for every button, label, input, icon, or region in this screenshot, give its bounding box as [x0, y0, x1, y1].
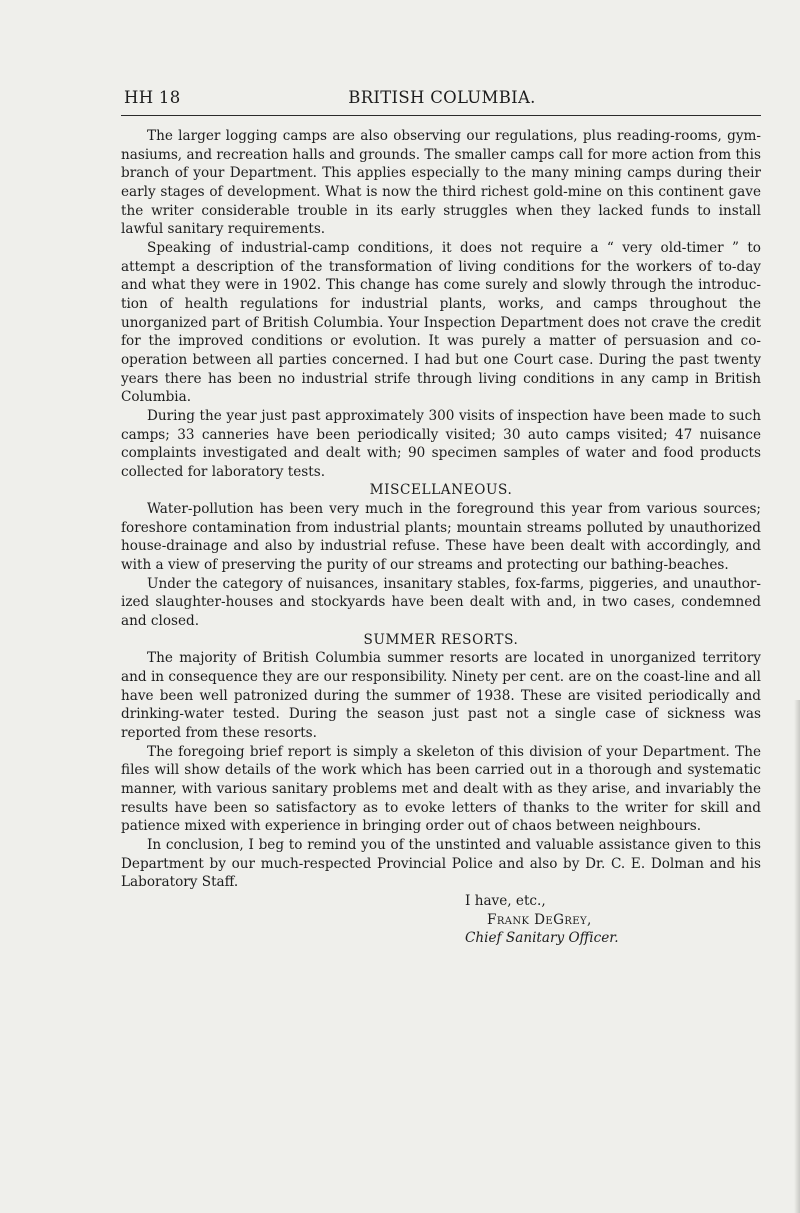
signatory-name: Frank DeGrey, [487, 911, 592, 928]
heading-miscellaneous: MISCELLANEOUS. [369, 482, 513, 499]
paragraph-logging-camps: The larger logging camps are also observing our regulations, plus reading-rooms, gymnasiums, and recreation halls and grounds. The smaller camps call for more action from this branch of your Department. This applies especially to the many mining camps during their early stages of development. What is now the third richest gold-mine on this continent gave the writer considerable trouble in its early struggles when they lacked funds to install lawful sanitary requirements. [121, 128, 761, 238]
paragraph-nuisances: Under the category of nuisances, insanitary stables, fox-farms, piggeries, and unauthorized slaughter-houses and stockyards have been dealt with and, in two cases, condemned and closed. [121, 575, 761, 630]
header-rule [121, 115, 761, 116]
closing-line: I have, etc., [465, 892, 546, 909]
page-header [124, 88, 760, 112]
signatory-title: Chief Sanitary Officer. [465, 930, 619, 947]
heading-summer-resorts: SUMMER RESORTS. [363, 631, 519, 648]
paragraph-inspection-statistics: During the year just past approximately 300 visits of inspection have been made to such camps; 33 canneries have been periodically visited; 30 auto camps visited; 47 nuisance complaints investigated and dealt with; 90 specimen samples of water and food products collected for laboratory tests. [121, 407, 761, 480]
running-title: BRITISH COLUMBIA. [348, 88, 536, 107]
page-number: HH 18 [124, 88, 181, 107]
paragraph-foregoing-report: The foregoing brief report is simply a skeleton of this division of your Department. The files will show details of the work which has been carried out in a thorough and systematic manner, with various sanitary problems met and dealt with as they arise, and invariably the results have been so satisfactory as to evoke letters of thanks to the writer for skill and patience mixed with experience in bringing order out of chaos between neighbours. [121, 743, 761, 835]
report-body [121, 127, 761, 948]
paragraph-summer-resorts: The majority of British Columbia summer resorts are located in unorganized territory and in consequence they are our responsibility. Ninety per cent. are on the coast-line and all have been well patronized during the summer of 1938. These are visited periodically and drinking-water tested. During the season just past not a single case of sickness was reported from these resorts. [121, 650, 761, 741]
paragraph-water-pollution: Water-pollution has been very much in the foreground this year from various sources; foreshore contamination from industrial plants; mountain streams polluted by unauthorized house-drainage and also by industrial refuse. These have been dealt with accordingly, and with a view of preserving the purity of our streams and protecting our bathing-beaches. [121, 501, 761, 574]
page-edge-shadow [794, 700, 800, 1213]
paragraph-conclusion: In conclusion, I beg to remind you of the unstinted and valuable assistance given to this Department by our much-respected Provincial Police and also by Dr. C. E. Dolman and his Laboratory Staff. [121, 836, 761, 891]
paragraph-industrial-camp-conditions: Speaking of industrial-camp conditions, it does not require a “ very old-timer ” to attempt a description of the transformation of living conditions for the workers of to-day and what they were in 1902. This change has come surely and slowly through the introduction of health regulations for industrial plants, works, and camps throughout the unorganized part of British Columbia. Your Inspection Department does not crave the credit for the improved conditions or evolution. It was purely a matter of persuasion and co-operation between all parties concerned. I had but one Court case. During the past twenty years there has been no industrial strife through living conditions in any camp in British Columbia. [121, 239, 761, 406]
